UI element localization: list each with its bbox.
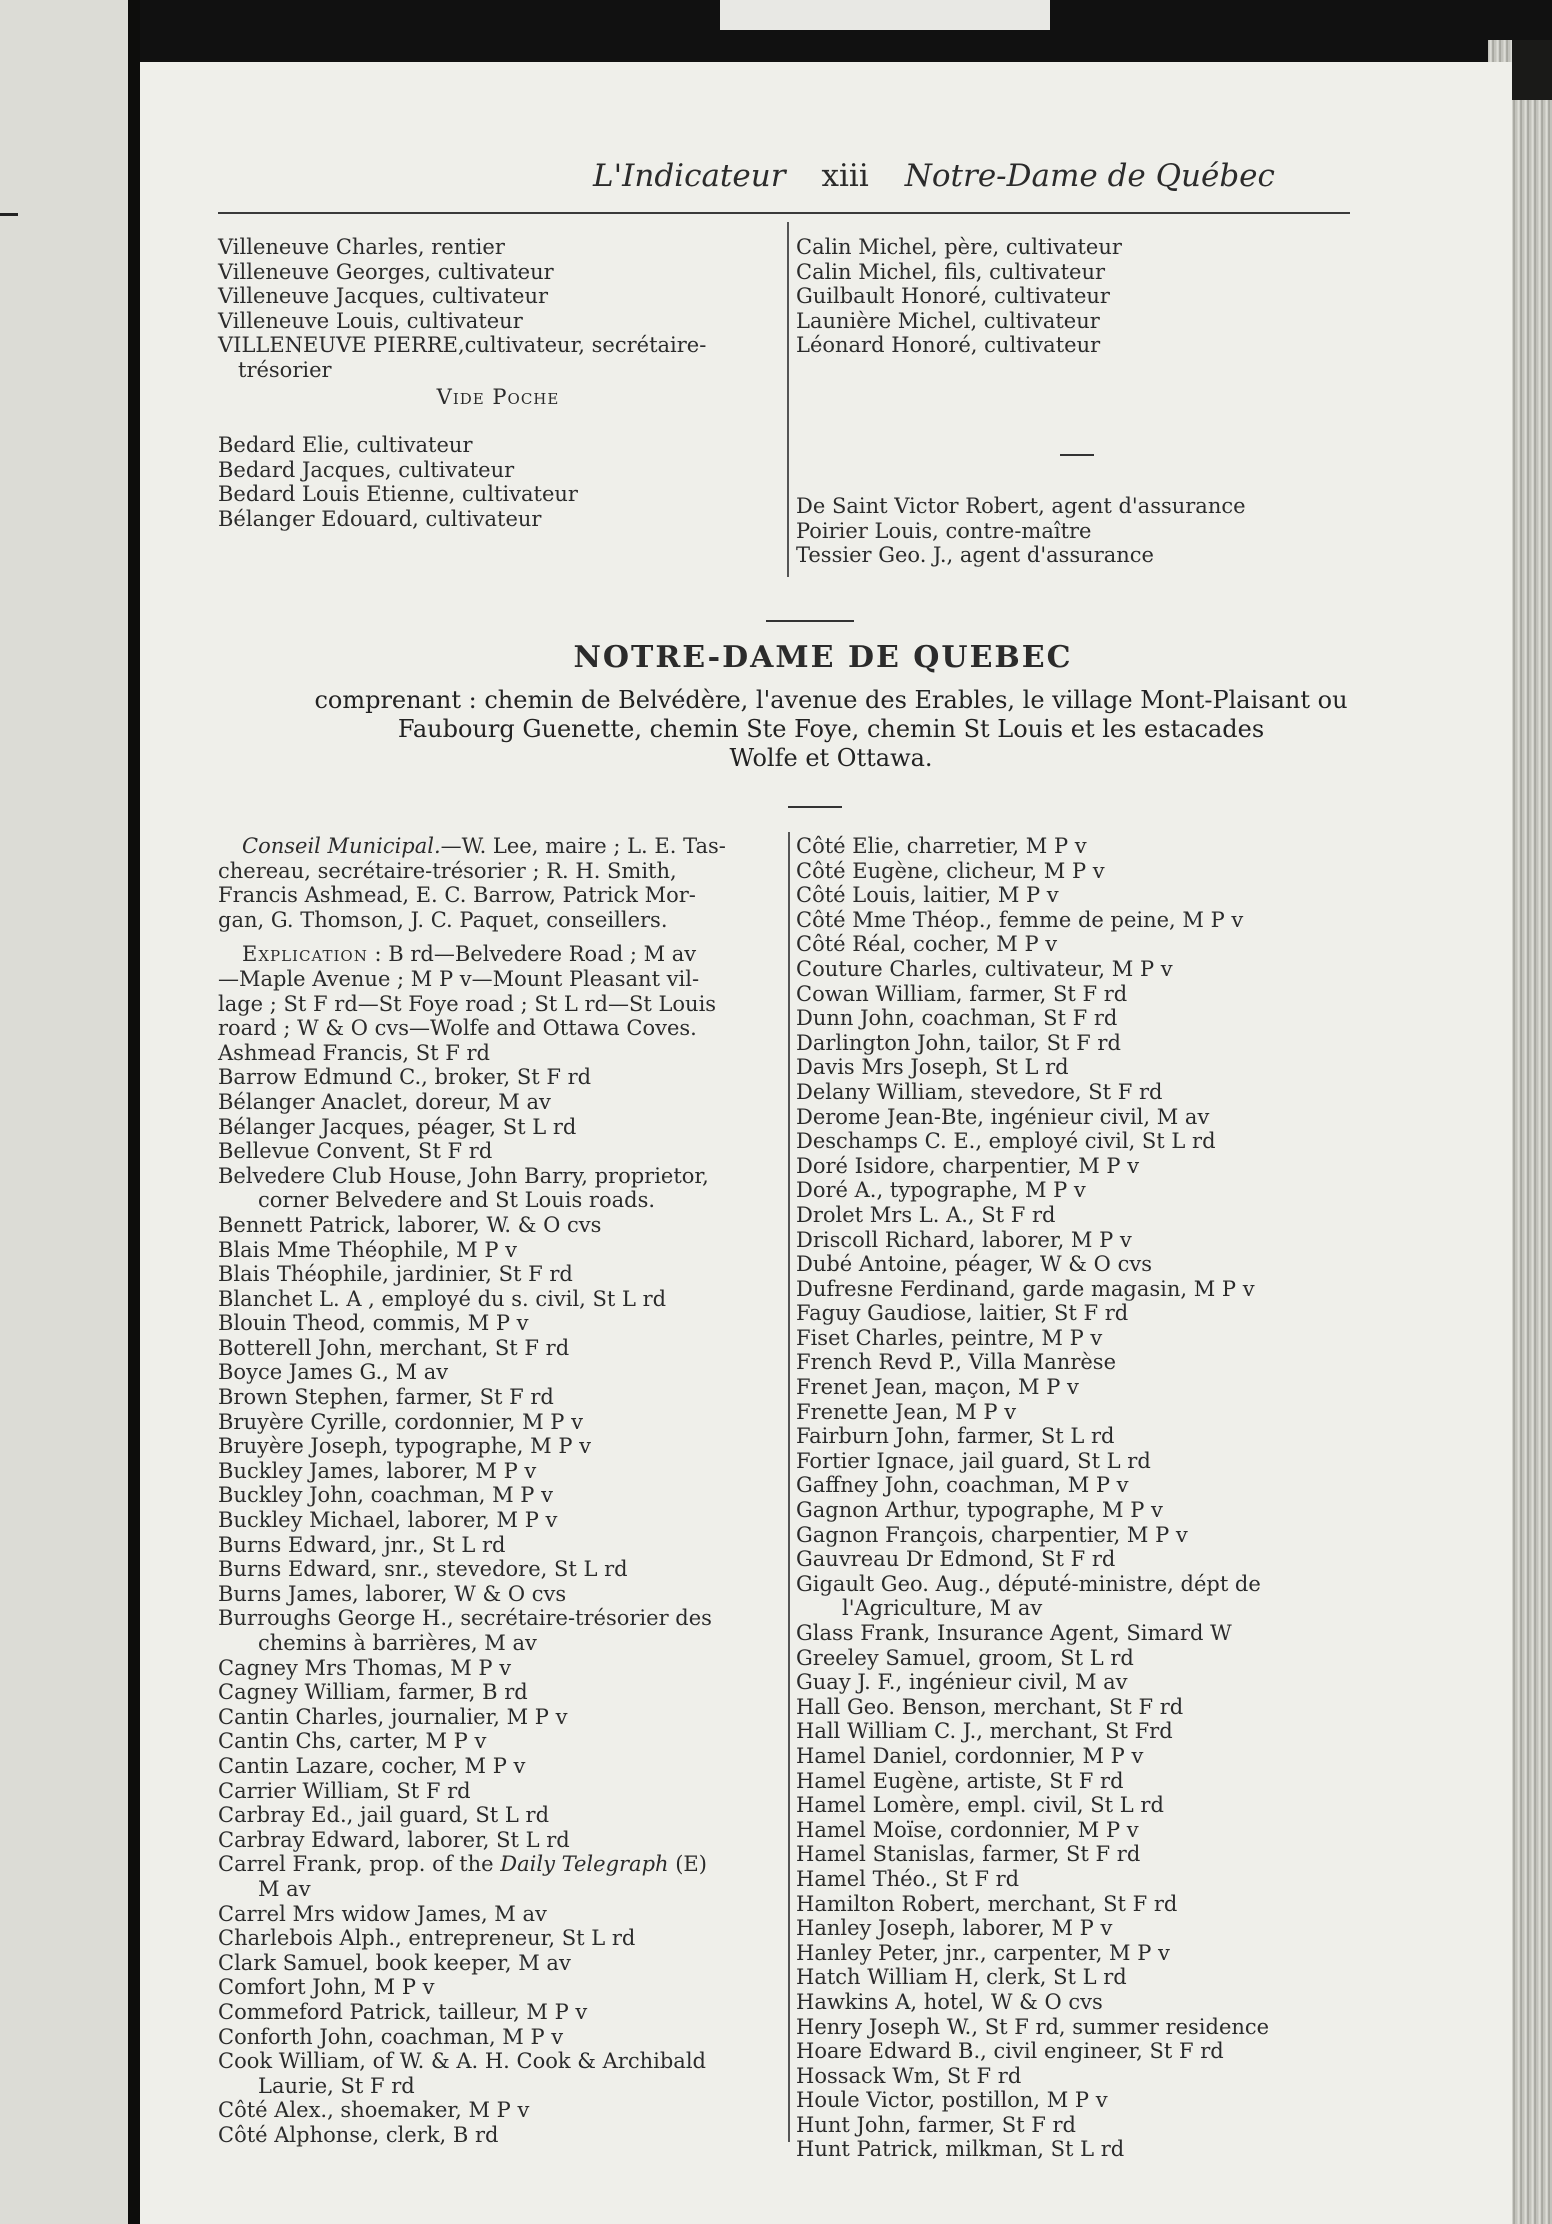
council-label: Conseil Municipal. <box>242 834 441 858</box>
section-rule <box>766 620 854 622</box>
entry: Bellevue Convent, St F rd <box>218 1139 493 1164</box>
entry: Côté Eugène, clicheur, M P v <box>796 858 1105 883</box>
entry: French Revd P., Villa Manrèse <box>796 1350 1117 1375</box>
entry: Hunt John, farmer, St F rd <box>796 2112 1076 2137</box>
page-mark <box>0 213 18 216</box>
entry: Burns James, laborer, W & O cvs <box>218 1581 567 1606</box>
entry: Dunn John, coachman, St F rd <box>796 1006 1118 1031</box>
subsection-heading: Vide Poche <box>436 384 560 409</box>
entry-continuation: l'Agriculture, M av <box>842 1596 1043 1621</box>
entry: Carrel Mrs widow James, M av <box>218 1901 547 1926</box>
entry: Blanchet L. A , employé du s. civil, St L rd <box>218 1286 667 1311</box>
scan-background <box>140 0 1552 62</box>
entry: Clark Samuel, book keeper, M av <box>218 1950 571 1975</box>
entry: Cook William, of W. & A. H. Cook & Archibald <box>218 2049 706 2074</box>
entry: Bedard Elie, cultivateur <box>218 433 473 458</box>
entry: Henry Joseph W., St F rd, summer residence <box>796 2014 1270 2039</box>
entry: Côté Alphonse, clerk, B rd <box>218 2122 499 2147</box>
section-description <box>236 686 1426 773</box>
entry: Burroughs George H., secrétaire-trésorier des <box>218 1606 712 1631</box>
scan-light-patch <box>720 0 1050 30</box>
entry: Burns Edward, snr., stevedore, St L rd <box>218 1557 628 1582</box>
entry: Fairburn John, farmer, St L rd <box>796 1424 1115 1449</box>
entry: Frenet Jean, maçon, M P v <box>796 1375 1079 1400</box>
top-right-column-2 <box>796 494 1356 568</box>
council-line: chereau, secrétaire-trésorier ; R. H. Smith, <box>218 858 677 883</box>
entry: Hatch William H, clerk, St L rd <box>796 1965 1127 1990</box>
explanation-line: lage ; St F rd—St Foye road ; St L rd—St Louis <box>218 991 717 1016</box>
entry: Bedard Jacques, cultivateur <box>218 457 515 482</box>
entry: Cagney William, farmer, B rd <box>218 1680 528 1705</box>
entry: Brown Stephen, farmer, St F rd <box>218 1385 554 1410</box>
top-right-column <box>796 235 1356 358</box>
spacer <box>218 409 778 433</box>
entry: Hamel Eugène, artiste, St F rd <box>796 1768 1124 1793</box>
entry: Cantin Chs, carter, M P v <box>218 1729 487 1754</box>
entry: Carrier William, St F rd <box>218 1778 471 1803</box>
entry-continuation: chemins à barrières, M av <box>258 1631 537 1655</box>
entry-text: (E) <box>668 1852 707 1877</box>
entry: Hoare Edward B., civil engineer, St F rd <box>796 2039 1224 2064</box>
entry: Bélanger Anaclet, doreur, M av <box>218 1089 551 1114</box>
directory-page <box>140 62 1512 2224</box>
entry: Gagnon François, charpentier, M P v <box>796 1522 1188 1547</box>
entry: Derome Jean-Bte, ingénieur civil, M av <box>796 1104 1210 1129</box>
entry: Hunt Patrick, milkman, St L rd <box>796 2137 1125 2162</box>
explanation-label: Explication <box>242 942 368 967</box>
council-line: Francis Ashmead, E. C. Barrow, Patrick Mor- <box>218 883 696 908</box>
entry: Côté Réal, cocher, M P v <box>796 932 1058 957</box>
entry: Hamel Lomère, empl. civil, St L rd <box>796 1793 1164 1818</box>
column-divider <box>788 832 790 2142</box>
entry: Léonard Honoré, cultivateur <box>796 333 1101 358</box>
entry: Blais Mme Théophile, M P v <box>218 1237 517 1262</box>
entry: Comfort John, M P v <box>218 1975 435 2000</box>
entry: Burns Edward, jnr., St L rd <box>218 1532 506 1557</box>
entry: Guilbault Honoré, cultivateur <box>796 284 1110 309</box>
entry: Cantin Lazare, cocher, M P v <box>218 1753 526 1778</box>
description-line: Faubourg Guenette, chemin Ste Foye, chemin St Louis et les estacades <box>397 715 1265 743</box>
entry: Blouin Theod, commis, M P v <box>218 1311 529 1336</box>
entry-continuation: trésorier <box>238 357 332 382</box>
page-content <box>218 62 1498 2212</box>
section-title: NOTRE-DAME DE QUEBEC <box>573 640 1073 675</box>
entry-continuation: corner Belvedere and St Louis roads. <box>258 1188 656 1213</box>
entry: Doré A., typographe, M P v <box>796 1178 1086 1203</box>
entry: Glass Frank, Insurance Agent, Simard W <box>796 1621 1232 1645</box>
entry: Dubé Antoine, péager, W & O cvs <box>796 1252 1152 1277</box>
entry: Barrow Edmund C., broker, St F rd <box>218 1065 592 1090</box>
entry: Boyce James G., M av <box>218 1360 449 1385</box>
entry: Côté Alex., shoemaker, M P v <box>218 2098 530 2123</box>
running-header <box>593 158 1453 194</box>
entry: Delany William, stevedore, St F rd <box>796 1079 1163 1104</box>
entry: Hawkins A, hotel, W & O cvs <box>796 1989 1103 2014</box>
entry: Guay J. F., ingénieur civil, M av <box>796 1670 1128 1695</box>
entry: Cagney Mrs Thomas, M P v <box>218 1655 512 1680</box>
entry: De Saint Victor Robert, agent d'assurance <box>796 494 1246 518</box>
adjacent-page-edge <box>0 0 128 2224</box>
entry: Darlington John, tailor, St F rd <box>796 1030 1121 1055</box>
entry: Commeford Patrick, tailleur, M P v <box>218 1999 588 2024</box>
entry: Frenette Jean, M P v <box>796 1399 1017 1424</box>
entry: Carbray Ed., jail guard, St L rd <box>218 1803 550 1828</box>
entry: Villeneuve Jacques, cultivateur <box>218 284 549 309</box>
entry: Villeneuve Georges, cultivateur <box>218 259 554 284</box>
entry: Hossack Wm, St F rd <box>796 2063 1022 2088</box>
header-left: L'Indicateur <box>593 158 786 194</box>
header-rule <box>218 212 1350 214</box>
header-right: Notre-Dame de Québec <box>904 158 1275 194</box>
entry: Carbray Edward, laborer, St L rd <box>218 1827 570 1852</box>
entry: Houle Victor, postillon, M P v <box>796 2088 1108 2113</box>
entry-text: Carrel Frank, prop. of the <box>218 1852 501 1877</box>
entry: Hanley Joseph, laborer, M P v <box>796 1916 1113 1941</box>
entry: Côté Mme Théop., femme de peine, M P v <box>796 907 1244 932</box>
entry: Bélanger Edouard, cultivateur <box>218 506 542 531</box>
entry: Hanley Peter, jnr., carpenter, M P v <box>796 1940 1170 1965</box>
entry: Hamilton Robert, merchant, St F rd <box>796 1891 1178 1916</box>
entry: Calin Michel, fils, cultivateur <box>796 259 1106 284</box>
entry: Hall William C. J., merchant, St Frd <box>796 1719 1173 1744</box>
entry: Dufresne Ferdinand, garde magasin, M P v <box>796 1276 1255 1301</box>
entry: Hall Geo. Benson, merchant, St F rd <box>796 1694 1184 1719</box>
entry: Hamel Stanislas, farmer, St F rd <box>796 1842 1141 1867</box>
entry: Buckley John, coachman, M P v <box>218 1483 553 1508</box>
entry: VILLENEUVE PIERRE,cultivateur, secrétaire- <box>218 333 707 358</box>
entry: Bruyère Cyrille, cordonnier, M P v <box>218 1409 583 1434</box>
entry: Villeneuve Charles, rentier <box>218 235 505 259</box>
top-left-column <box>218 235 778 532</box>
entry: Gagnon Arthur, typographe, M P v <box>796 1498 1163 1523</box>
separator-dash <box>1060 454 1094 456</box>
entry: Gaffney John, coachman, M P v <box>796 1473 1129 1498</box>
entry: Doré Isidore, charpentier, M P v <box>796 1153 1140 1178</box>
entry: Bélanger Jacques, péager, St L rd <box>218 1114 577 1139</box>
newspaper-name: Daily Telegraph <box>500 1852 669 1877</box>
entry: Greeley Samuel, groom, St L rd <box>796 1645 1134 1670</box>
explanation-line: —Maple Avenue ; M P v—Mount Pleasant vil- <box>218 966 700 991</box>
entry: Charlebois Alph., entrepreneur, St L rd <box>218 1926 636 1951</box>
book-gutter <box>128 0 140 2224</box>
entry: Gauvreau Dr Edmond, St F rd <box>796 1547 1116 1572</box>
entry: Belvedere Club House, John Barry, proprietor, <box>218 1163 709 1188</box>
entry: Hamel Daniel, cordonnier, M P v <box>796 1743 1144 1768</box>
entry: Villeneuve Louis, cultivateur <box>218 308 523 333</box>
entry: Ashmead Francis, St F rd <box>218 1040 490 1065</box>
entry: Fiset Charles, peintre, M P v <box>796 1325 1103 1350</box>
council-line: gan, G. Thomson, J. C. Paquet, conseillers. <box>218 907 668 932</box>
spacer <box>218 932 784 942</box>
entry: Faguy Gaudiose, laitier, St F rd <box>796 1301 1129 1326</box>
entry: Tessier Geo. J., agent d'assurance <box>796 543 1154 568</box>
entry: Côté Elie, charretier, M P v <box>796 834 1087 858</box>
entry: Calin Michel, père, cultivateur <box>796 235 1122 259</box>
entry: Hamel Moïse, cordonnier, M P v <box>796 1817 1139 1842</box>
entry: Bruyère Joseph, typographe, M P v <box>218 1434 591 1459</box>
explanation-text: : B rd—Belvedere Road ; M av <box>367 942 697 967</box>
entry: Buckley James, laborer, M P v <box>218 1458 537 1483</box>
entry: Gigault Geo. Aug., député-ministre, dépt de <box>796 1571 1261 1596</box>
entry: Poirier Louis, contre-maître <box>796 518 1092 543</box>
description-line: comprenant : chemin de Belvédère, l'avenue des Erables, le village Mont-Plaisant ou <box>314 686 1348 714</box>
entry: Blais Théophile, jardinier, St F rd <box>218 1262 573 1287</box>
explanation-line: roard ; W & O cvs—Wolfe and Ottawa Coves. <box>218 1016 697 1041</box>
entry-continuation: Laurie, St F rd <box>258 2073 415 2098</box>
main-left-column <box>218 834 784 2147</box>
entry: Drolet Mrs L. A., St F rd <box>796 1202 1056 1227</box>
main-right-column <box>796 834 1386 2162</box>
entry: Hamel Théo., St F rd <box>796 1866 1020 1891</box>
entry: Couture Charles, cultivateur, M P v <box>796 956 1173 981</box>
entry: Bedard Louis Etienne, cultivateur <box>218 482 578 507</box>
entry: Davis Mrs Joseph, St L rd <box>796 1055 1069 1080</box>
entry: Côté Louis, laitier, M P v <box>796 883 1059 908</box>
description-line: Wolfe et Ottawa. <box>729 744 933 772</box>
page-number: xiii <box>821 158 869 194</box>
entry: Bennett Patrick, laborer, W. & O cvs <box>218 1212 602 1237</box>
council-text: —W. Lee, maire ; L. E. Tas- <box>440 834 726 858</box>
entry: Fortier Ignace, jail guard, St L rd <box>796 1448 1151 1473</box>
explanation-line <box>218 942 784 967</box>
entry: Botterell John, merchant, St F rd <box>218 1335 570 1360</box>
scan-background-corner <box>1512 40 1552 100</box>
entry <box>218 1852 784 1877</box>
entry: Buckley Michael, laborer, M P v <box>218 1508 558 1533</box>
council-line <box>218 834 784 859</box>
entry: Cowan William, farmer, St F rd <box>796 981 1128 1006</box>
column-divider <box>787 222 789 577</box>
entry: Cantin Charles, journalier, M P v <box>218 1704 568 1729</box>
entry: Deschamps C. E., employé civil, St L rd <box>796 1129 1216 1154</box>
entry: Launière Michel, cultivateur <box>796 308 1100 333</box>
entry: Driscoll Richard, laborer, M P v <box>796 1227 1132 1252</box>
section-rule <box>788 806 842 808</box>
entry: Conforth John, coachman, M P v <box>218 2024 564 2049</box>
entry-continuation: M av <box>258 1876 311 1901</box>
